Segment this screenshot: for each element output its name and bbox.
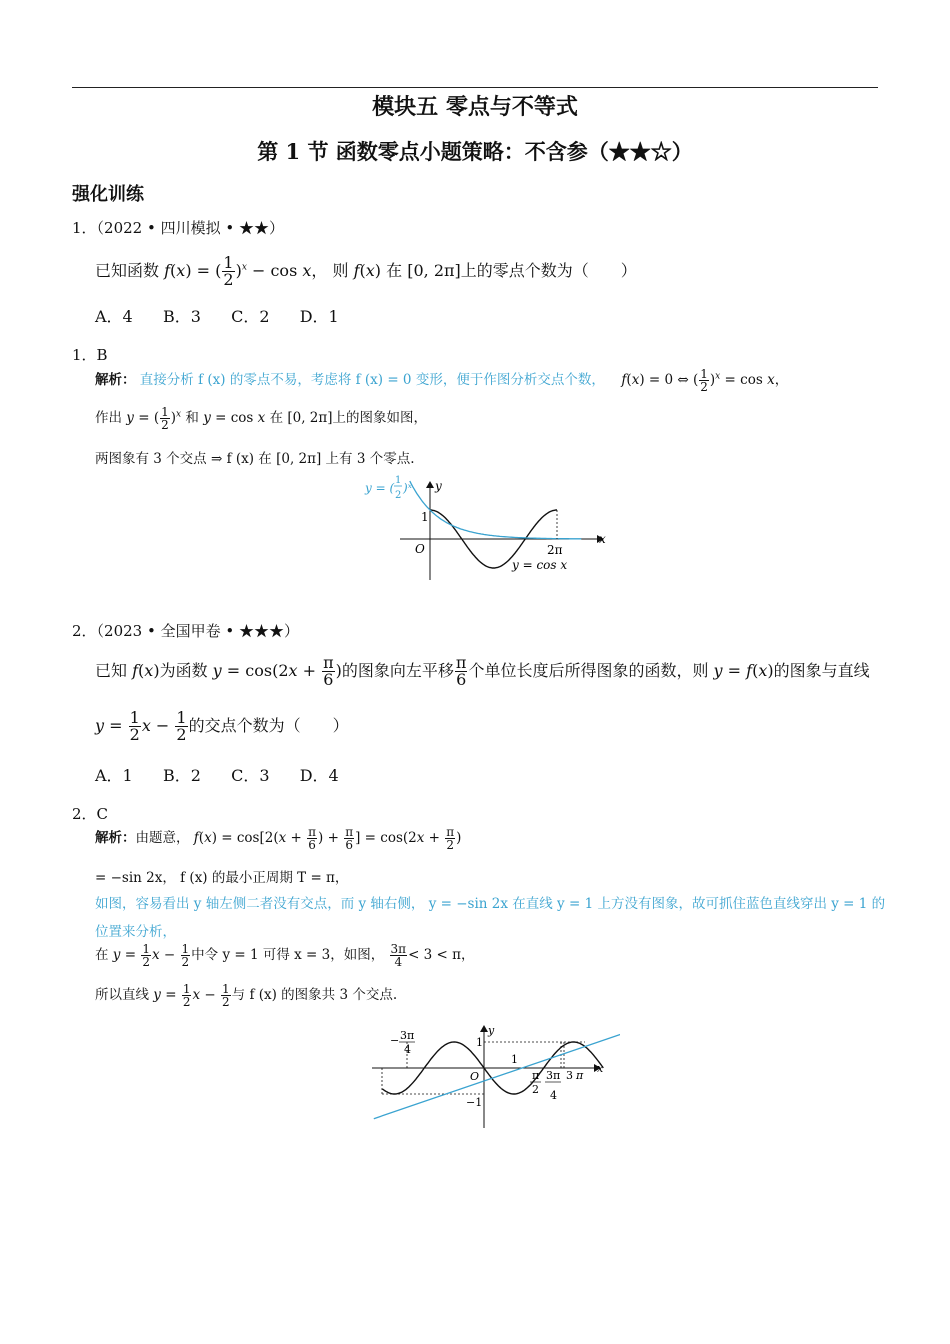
q2-graph <box>360 1020 620 1132</box>
q1-cos-label: y = cos x <box>512 558 568 572</box>
q2-neg-num: 3π <box>400 1029 415 1042</box>
q2-option-c[interactable]: C．3 <box>231 766 270 785</box>
q2-one-x-label: 1 <box>511 1053 518 1066</box>
q2-hint-line1: 如图，容易看出 y 轴左侧二者没有交点，而 y 轴右侧， y = −sin 2x 在直线 y = 1 上方没有图象，故可抓住蓝色直线穿出 y = 1 的 <box>95 896 886 912</box>
q2-origin-label: O <box>470 1070 480 1083</box>
q1-one-label: 1 <box>421 510 429 524</box>
q1-exp-label-den: 2 <box>395 490 402 501</box>
q1-x-label: x <box>599 532 606 546</box>
q2-neg-one-label: −1 <box>466 1096 483 1109</box>
q2-option-b[interactable]: B．2 <box>162 766 201 785</box>
q2-one-y-label: 1 <box>476 1036 483 1049</box>
q2-stem-line2: y = $\frac{1}{2}$ x − $\frac{1}{2}$ 的交点个数为（ ） <box>95 708 349 744</box>
q2-y-label: y <box>488 1024 495 1037</box>
q2-analysis-line5: 所以直线 y = $\frac{1}{2}$ x − $\frac{1}{2}$ 与 f (x) 的图象共 3 个交点. <box>95 982 398 1009</box>
q1-2pi-label: 2π <box>547 543 563 557</box>
q1-origin-label: O <box>415 542 425 556</box>
q2-3pi4-num: 3π <box>546 1069 561 1082</box>
q2-three-label: 3 <box>566 1069 573 1082</box>
q2-option-d[interactable]: D．4 <box>299 766 339 785</box>
q1-option-c[interactable]: C．2 <box>231 307 270 326</box>
q1-analysis-line1: 解析： 直接分析 f (x) 的零点不易，考虑将 f (x) = 0 变形，便于作图分析交点个数， f(x) = 0 ⇔ ( $\frac{1}{2}$ )$^x$ = cos x， <box>95 367 789 394</box>
q1-option-b[interactable]: B．3 <box>162 307 201 326</box>
q1-heading: 1．（2022 • 四川模拟 • ★★） <box>72 219 284 237</box>
q2-heading: 2．（2023 • 全国甲卷 • ★★★） <box>72 622 299 640</box>
q2-answer: 2．C <box>72 805 109 823</box>
q1-exp-label: y = ( <box>365 481 395 495</box>
q2-hint-line2: 位置来分析， <box>95 924 176 940</box>
q2-analysis-line4: 在 y = $\frac{1}{2}$ x − $\frac{1}{2}$ 中令 y = 1 可得 x = 3，如图， $\frac{3\pi}{4}$ < 3 < π， <box>95 942 475 969</box>
q1-exp-label-num: 1 <box>395 475 402 486</box>
module-title: 模块五 零点与不等式 <box>372 94 578 120</box>
q1-analysis-line3: 两图象有 3 个交点 ⇒ f (x) 在 [0, 2π] 上有 3 个零点. <box>95 451 415 467</box>
q1-stem: 已知函数 f(x) = ( $\frac{1}{2}$ )$^x$ − cos x， 则 f(x) 在 [0, 2π]上的零点个数为（ ） <box>95 253 637 289</box>
header-rule <box>72 87 878 88</box>
q2-analysis-line1: 解析：由题意， f(x) = cos[2(x + $\frac{\pi}{6}$ ) + $\frac{\pi}{6}$ ] = cos(2x + $\frac{\pi}{2}$ ) <box>95 825 462 852</box>
q1-options <box>95 304 339 327</box>
q1-option-a[interactable]: A．4 <box>95 307 133 326</box>
q1-graph <box>355 470 615 590</box>
q2-analysis-line2: = −sin 2x， f (x) 的最小正周期 T = π， <box>95 870 349 886</box>
q2-pi2-den: 2 <box>532 1083 539 1096</box>
q1-hint: 直接分析 f (x) 的零点不易，考虑将 f (x) = 0 变形，便于作图分析交点个数， <box>139 372 605 388</box>
q2-neg-sign: − <box>390 1034 400 1047</box>
q2-stem-line1: 已知 f(x)为函数 y = cos(2x + $\frac{\pi}{6}$ )的图象向左平移 $\frac{\pi}{6}$ 个单位长度后所得图象的函数，则 y = f(x)的图象与直线 <box>95 653 870 689</box>
q1-analysis-line2: 作出 y = ( $\frac{1}{2}$ )$^x$ 和 y = cos x 在 [0, 2π]上的图象如图， <box>95 405 428 432</box>
q2-x-label: x <box>597 1062 604 1075</box>
subsection-title: 强化训练 <box>72 184 144 205</box>
q1-y-label: y <box>435 479 442 493</box>
q2-options <box>95 763 339 786</box>
q1-option-d[interactable]: D．1 <box>299 307 339 326</box>
q2-neg-den: 4 <box>404 1043 411 1056</box>
section-title: 第 1 节 函数零点小题策略：不含参（★★☆） <box>257 139 693 164</box>
q2-3pi4-den: 4 <box>550 1089 557 1102</box>
q2-option-a[interactable]: A．1 <box>95 766 133 785</box>
q2-pi2-num: π <box>532 1069 540 1082</box>
q1-answer: 1．B <box>72 346 108 364</box>
q1-exp-label-tail: )ˣ <box>403 481 412 495</box>
q2-pi-label: π <box>576 1069 584 1082</box>
